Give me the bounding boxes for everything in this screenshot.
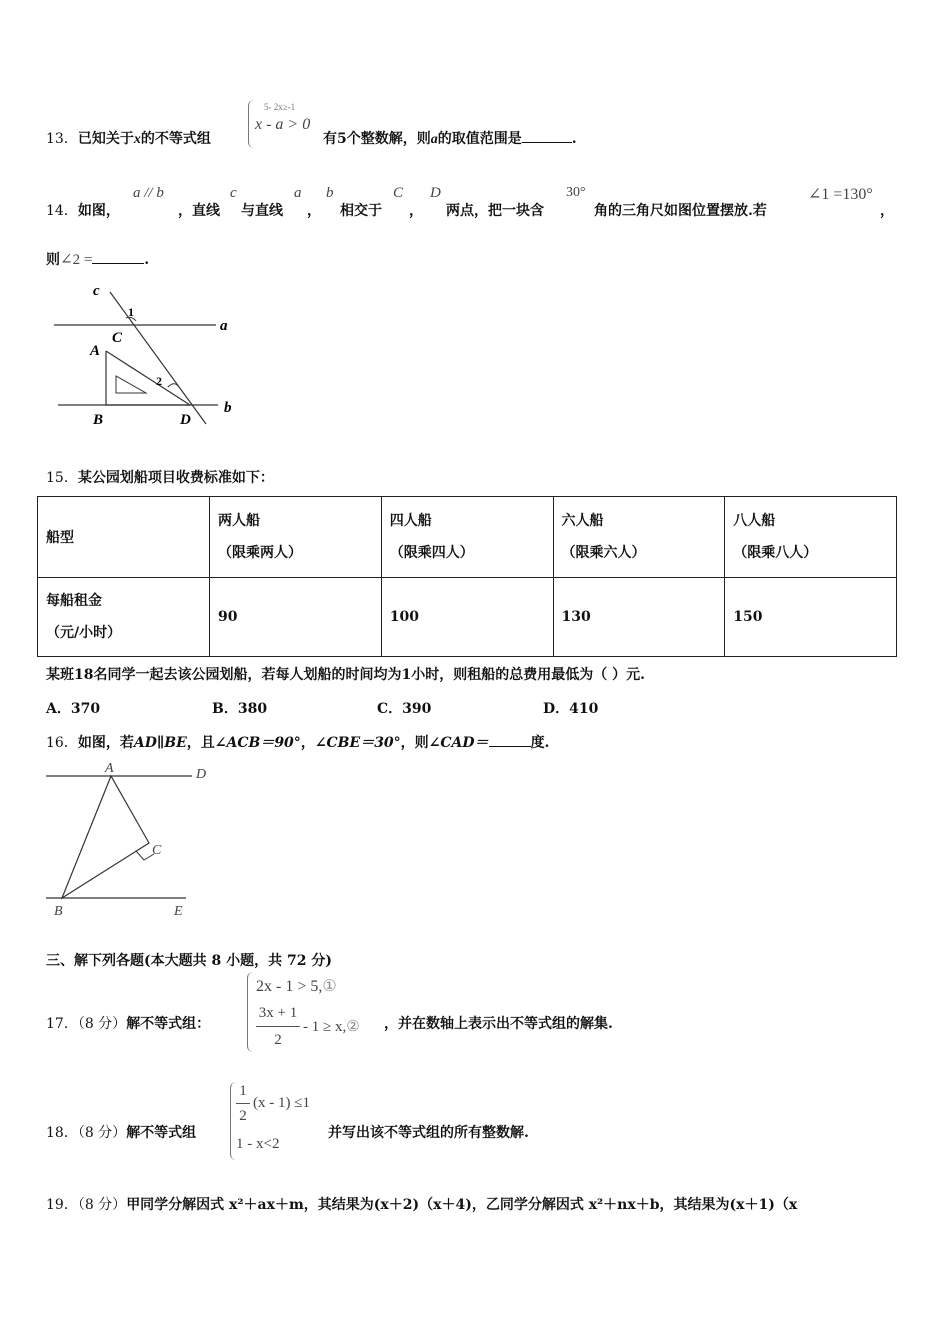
fig14-label-2: 2 [156, 374, 162, 388]
q17-text: 解不等式组： [126, 1016, 211, 1032]
q14-math-b: b [326, 185, 334, 201]
option-label: A． [46, 701, 71, 717]
q13-answer-blank [522, 141, 572, 143]
q13-system-brace [248, 100, 255, 148]
boat-name: 两人船 [218, 513, 260, 529]
q18-eq1: (x - 1) ≤1 [253, 1095, 310, 1111]
q17-score: （8 分） [77, 1016, 127, 1032]
q16-math-2: ∠ACB＝90° [214, 735, 301, 751]
q14-math-parallel: a // b [133, 185, 164, 201]
boat-note: （限乘四人） [389, 545, 474, 561]
q15-fee-table [37, 496, 897, 657]
option-value: 390 [402, 701, 432, 717]
q16-number: 16． [46, 735, 78, 751]
q16-math-3: ∠CBE＝30° [314, 735, 401, 751]
q13-end: . [571, 131, 577, 147]
q17-eq1 [256, 976, 337, 996]
option-label: D． [543, 701, 570, 717]
table-cell-boat [381, 497, 553, 578]
rent-head-line2: （元/小时） [46, 625, 122, 641]
q13-system-line2: x - a > 0 [255, 116, 311, 133]
table-cell-price: 150 [725, 578, 897, 657]
q13-text-post1: 有 [323, 131, 337, 147]
q13-line-end [323, 128, 577, 148]
q13-var-x: x [133, 132, 141, 147]
q13-count: 5 [337, 131, 347, 147]
q17-number: 17． [46, 1016, 78, 1032]
q18-text: 解不等式组 [126, 1125, 197, 1141]
table-cell-price: 90 [210, 578, 382, 657]
fig14-label-1: 1 [128, 305, 134, 319]
section3-title: 三、解下列各题(本大题共 8 小题，共 72 分) [46, 953, 332, 969]
boat-name: 四人船 [389, 513, 432, 529]
q16-text-1: 如图，若 [77, 735, 134, 751]
q15-option-d [543, 698, 598, 718]
table-cell-boat-type: 船型 [38, 497, 210, 578]
fig14-label-b: b [224, 400, 232, 416]
q17-system-brace [247, 972, 254, 1052]
q19-text: 甲同学分解因式 x²＋ax＋m，其结果为(x＋2)（x＋4)，乙同学分解因式 x²＋nx＋b，其结果为(x＋1)（x [126, 1197, 798, 1213]
q16-math-4: ∠CAD＝ [428, 735, 489, 751]
q18-score: （8 分） [77, 1125, 127, 1141]
line-c [110, 292, 206, 424]
q14-text-5: 相交于 [340, 203, 382, 219]
q14-math-angle1: ∠1 =130° [808, 186, 873, 203]
q14-text-4: ， [307, 203, 321, 219]
table-cell-price: 130 [553, 578, 725, 657]
q17-eq1-mark: ① [322, 978, 337, 995]
boat-name: 六人船 [561, 513, 604, 529]
q14-math-angle2: ∠2 = [60, 252, 93, 268]
q18-stem [46, 1122, 196, 1142]
angle-2-arc [168, 384, 178, 387]
q14-math-D: D [430, 185, 441, 201]
option-label: B． [212, 701, 238, 717]
q14-math-C: C [393, 185, 404, 201]
boat-note: （限乘六人） [561, 545, 646, 561]
q17-eq2-numerator: 3x + 1 [258, 1005, 298, 1021]
triangle-ruler-inner [116, 376, 146, 393]
q13-text-pre: 已知关于 [77, 131, 134, 147]
q14-answer-blank [92, 262, 144, 264]
q16-text-4: ，则 [400, 735, 429, 751]
boat-note: （限乘八人） [733, 545, 818, 561]
q14-number: 14． [46, 203, 78, 219]
fig16-label-E: E [174, 904, 183, 919]
q18-number: 18． [46, 1125, 78, 1141]
q15-option-a [46, 698, 100, 718]
q14-line2-end: . [144, 252, 150, 268]
option-value: 380 [237, 701, 268, 717]
q14-text-1: 如图， [77, 203, 120, 219]
q19-number: 19． [46, 1197, 78, 1213]
q15-option-c [377, 698, 431, 718]
q17-eq2-mark: ② [346, 1019, 360, 1035]
q17-eq2-text: - 1 ≥ x, [303, 1019, 347, 1035]
fig16-label-C: C [152, 843, 162, 858]
table-cell-rent-head [38, 578, 210, 657]
q16-answer-blank [489, 745, 531, 747]
q14-line2 [46, 249, 149, 269]
q16-text-5: 度. [530, 735, 550, 751]
q13-system-line1: 5- 2x≥-1 [264, 102, 296, 112]
q14-text-6: ， [409, 203, 423, 219]
q14-math-c: c [230, 185, 237, 201]
q18-post: 并写出该不等式组的所有整数解. [328, 1125, 529, 1141]
q13-text-mid: 的不等式组 [140, 131, 211, 147]
q14-math-30: 30° [566, 185, 586, 200]
q17-eq2 [303, 1017, 360, 1036]
table-cell-boat [210, 497, 382, 578]
boat-name: 八人船 [733, 513, 776, 529]
fig14-label-D: D [180, 412, 191, 428]
q14-text-7: 两点，把一块含 [446, 203, 544, 219]
fig14-label-B: B [93, 412, 104, 428]
table-cell-boat [553, 497, 725, 578]
q14-line2-pre: 则 [46, 252, 60, 268]
q15-stem [46, 467, 274, 487]
q16-stem [46, 732, 549, 752]
q14-text-2: ，直线 [178, 203, 220, 219]
q16-figure [40, 758, 220, 920]
q13-text-post3: 的取值范围是 [437, 131, 522, 147]
rent-head-line1: 每船租金 [46, 593, 102, 609]
q13-number: 13． [46, 131, 78, 147]
q17-eq1-text: 2x - 1 > 5, [256, 978, 323, 995]
fig14-label-a: a [220, 318, 228, 334]
q18-eq1-fraction-bar [236, 1103, 250, 1104]
q13-text-post2: 个整数解，则 [346, 131, 431, 147]
q14-figure [48, 278, 248, 430]
q13-var-a: a [430, 132, 438, 147]
q17-eq2-fraction-bar [256, 1026, 300, 1027]
q14-text-8: 角的三角尺如图位置摆放.若 [594, 203, 767, 219]
table-row [38, 578, 897, 657]
fig16-label-D: D [196, 767, 207, 782]
q15-question: 某班18名同学一起去该公园划船，若每人划船的时间均为1小时，则租船的总费用最低为（ ）元. [46, 667, 645, 683]
q16-math-1: AD∥BE [133, 735, 187, 751]
q15-option-b [212, 698, 267, 718]
option-value: 370 [70, 701, 101, 717]
triangle-abc [62, 776, 149, 898]
table-cell-boat [725, 497, 897, 578]
q18-eq1-numerator: 1 [239, 1083, 247, 1099]
q17-post: ，并在数轴上表示出不等式组的解集. [384, 1016, 613, 1032]
q15-number: 15． [46, 470, 78, 486]
boat-note: （限乘两人） [218, 545, 302, 561]
q19-score: （8 分） [77, 1197, 127, 1213]
fig14-label-C: C [112, 330, 123, 346]
q19-stem [46, 1194, 797, 1214]
table-cell-price: 100 [381, 578, 553, 657]
q14-num [46, 200, 120, 220]
q13-line [46, 128, 211, 148]
q16-text-2: ，且 [186, 735, 215, 751]
table-row [38, 497, 897, 578]
option-value: 410 [569, 701, 599, 717]
q17-eq2-denominator: 2 [274, 1032, 282, 1048]
fig16-label-B: B [54, 904, 63, 919]
fig14-label-A: A [90, 343, 101, 359]
q15-text: 某公园划船项目收费标准如下： [77, 470, 274, 486]
q14-text-9: ， [880, 203, 894, 219]
q14-text-3: 与直线 [241, 203, 283, 219]
fig14-label-c: c [93, 283, 100, 299]
q16-text-3: ， [300, 735, 315, 751]
q14-math-a: a [294, 185, 302, 201]
option-label: C． [377, 701, 403, 717]
q18-eq2: 1 - x<2 [236, 1136, 280, 1152]
fig16-label-A: A [105, 761, 114, 776]
q18-eq1-denominator: 2 [239, 1108, 247, 1124]
q17-stem [46, 1013, 210, 1033]
